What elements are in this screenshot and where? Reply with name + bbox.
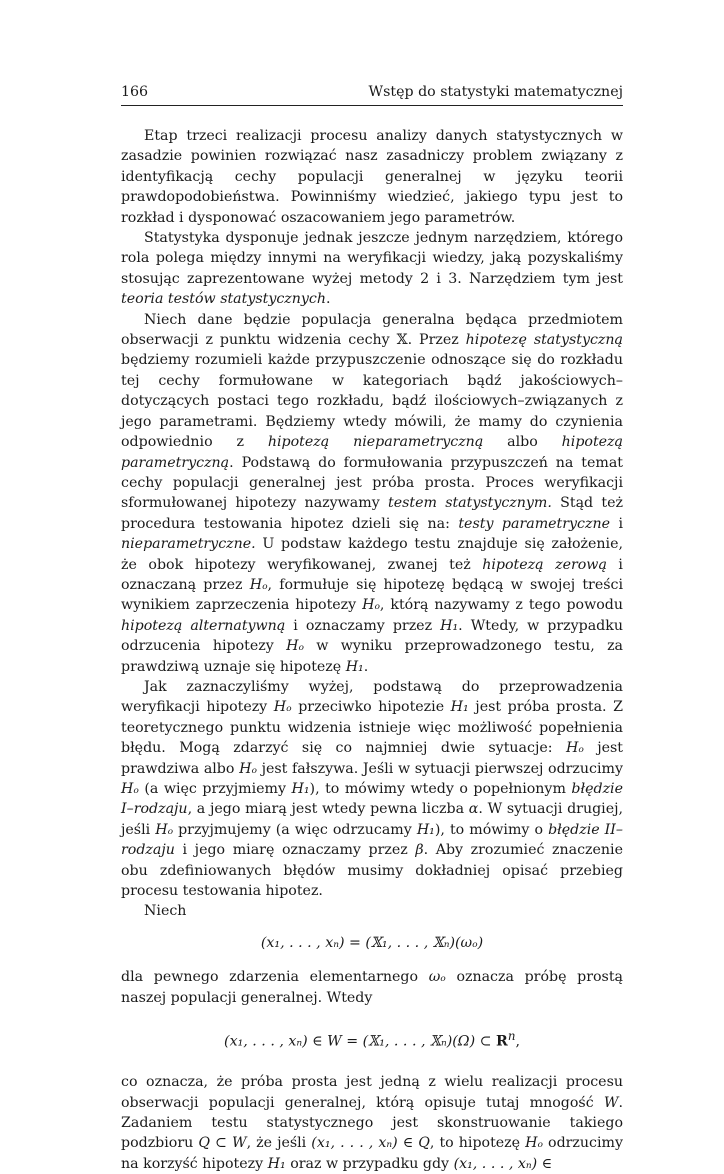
paragraph-4 — [121, 677, 623, 901]
paragraph-6 — [121, 967, 623, 1008]
term-hipoteza-nieparametryczna: hipotezą nieparametryczną — [267, 434, 484, 451]
text-run: , formułuje się hipotezę będącą w swojej treści wynikiem zaprzeczenia hipotezy — [121, 576, 623, 614]
term-testy-parametryczne: testy parametryczne — [458, 515, 610, 532]
symbol-h0: Hₒ — [249, 576, 268, 593]
paragraph-3 — [121, 310, 623, 677]
text-run: , — [515, 1033, 520, 1050]
text-run: odrzucimy na korzyść hipotezy — [121, 1135, 623, 1172]
symbol-h1: H₁ — [291, 781, 310, 797]
term-hipoteza-zerowa: hipotezą zerową — [482, 556, 607, 573]
text-run: . — [363, 658, 369, 675]
term-blad-ii-rodzaju: błędzie II–rodzaju — [121, 821, 623, 859]
symbol-h1: H₁ — [440, 617, 459, 634]
text-run: i oznaczamy przez — [285, 617, 441, 634]
text-run: będziemy rozumieli każde przypuszczenie odnoszące się do rozkładu tej cechy formułowane w kategoriach bądź jakościowych–dotyczących postaci tego rozkładu, bądź ilościowych–związanych z jego parametrami. Będziemy wtedy mówili, że mamy do czynienia odpowiednio z — [121, 352, 623, 451]
text-run: i oznaczaną przez — [121, 556, 623, 593]
text-run: , że jeśli — [246, 1135, 312, 1152]
term-test-statystyczny: testem statystycznym. — [388, 495, 552, 512]
symbol-x-in: (x₁, . . . , xₙ) ∈ — [453, 1155, 553, 1172]
symbol-alpha: α — [468, 801, 479, 818]
text-run: . — [326, 291, 331, 308]
text-run: . Aby zrozumieć znaczenie obu zdefiniowanych błędów musimy dokładniej opisać przebieg procesu testowania hipotez. — [121, 842, 623, 900]
term-hipoteza-parametryczna: hipotezą parametryczną — [121, 434, 623, 471]
symbol-h0: Hₒ — [239, 760, 257, 777]
text-run: Niech dane będzie populacja generalna będąca przedmiotem obserwacji z punktu widzenia cechy 𝕏. Przez — [121, 311, 623, 349]
text-run: , a jego miarą jest wtedy pewna liczba — [187, 801, 469, 818]
symbol-h1: H₁ — [416, 821, 435, 838]
symbol-beta: β — [415, 842, 424, 859]
term-hipoteza-alternatywna: hipotezą alternatywną — [121, 617, 286, 634]
text-run: (a więc przyjmiemy — [138, 781, 292, 797]
text-run: . W sytuacji drugiej, jeśli — [121, 801, 623, 838]
symbol-h1: H₁ — [450, 699, 469, 716]
text-run: ), to mówimy o — [434, 821, 549, 838]
equation-sample-text: (x₁, . . . , xₙ) = (𝕏₁, . . . , 𝕏ₙ)(ωₒ) — [260, 934, 484, 951]
text-run: oraz w przypadku gdy — [285, 1155, 454, 1172]
symbol-h0: Hₒ — [273, 699, 292, 716]
text-run: oznacza próbę prostą naszej populacji generalnej. Wtedy — [121, 969, 623, 1006]
paragraph-2 — [121, 228, 623, 310]
text-run: Stąd też procedura testowania hipotez dzieli się na: — [121, 495, 623, 532]
text-run: . Wtedy, w przypadku odrzucenia hipotezy — [121, 617, 623, 655]
text-run: i jego miarę oznaczamy przez — [174, 842, 416, 859]
text-run: i — [610, 515, 623, 532]
paragraph-7 — [121, 1072, 623, 1174]
symbol-exponent-n: n — [507, 1029, 516, 1044]
term-blad-i-rodzaju: błędzie I–rodzaju — [121, 781, 623, 818]
text-run: albo — [483, 434, 562, 451]
term-hipoteza-statystyczna: hipotezę statystyczną — [465, 332, 623, 349]
text-run: , to hipotezę — [429, 1135, 526, 1152]
text-run: ), to mówimy wtedy o popełnionym — [309, 781, 572, 797]
term-nieparametryczne: nieparametryczne. — [121, 536, 256, 553]
symbol-h1: H₁ — [345, 658, 364, 675]
text-run: przyjmujemy (a więc odrzucamy — [173, 821, 417, 838]
text-run: , którą nazywamy z tego powodu — [379, 597, 623, 614]
text-run: Statystyka dysponuje jednak jeszcze jednym narzędziem, którego rola polega między innymi na weryfikacji wiedzy, jaką pozyskaliśmy stosując zaprezentowane wyżej metody 2 i 3. Narzędziem tym jest — [121, 230, 623, 287]
symbol-h0: Hₒ — [362, 597, 380, 614]
symbol-x-in-q: (x₁, . . . , xₙ) ∈ Q — [311, 1135, 430, 1152]
text-run: jest fałszywa. Jeśli w sytuacji pierwszej odrzucimy — [256, 760, 623, 777]
symbol-w: W — [603, 1094, 619, 1111]
page-number: 166 — [121, 84, 149, 100]
text-run: w wyniku przeprowadzonego testu, za prawdziwą uznaje się hipotezę — [121, 638, 624, 675]
symbol-omega: ωₒ — [428, 969, 446, 986]
symbol-h0: Hₒ — [565, 740, 584, 757]
symbol-q-subset-w: Q ⊂ W — [198, 1135, 247, 1152]
text-run: dla pewnego zdarzenia elementarnego — [121, 969, 429, 986]
running-header — [121, 84, 623, 106]
symbol-h1: H₁ — [267, 1155, 286, 1172]
running-title: Wstęp do statystyki matematycznej — [368, 84, 623, 100]
term-teoria-testow: teoria testów statystycznych — [121, 291, 327, 308]
text-run: co oznacza, że próba prosta jest jedną z wielu realizacji procesu obserwacji populacji generalnej, którą opisuje tutaj mnogość — [121, 1074, 623, 1111]
paragraph-5: Niech — [144, 903, 187, 920]
text-run: . Podstawą do formułowania przypuszczeń na temat cechy populacji generalnej jest próba prosta. Proces weryfikacji sformułowanej hipotezy nazywamy — [121, 454, 623, 512]
text-run: . Zadaniem testu statystycznego jest skonstruowanie takiego podzbioru — [121, 1094, 623, 1152]
symbol-h0: Hₒ — [121, 781, 139, 797]
text-run: Jak zaznaczyliśmy wyżej, podstawą do przeprowadzenia weryfikacji hipotezy — [121, 678, 623, 716]
equation-sample-space — [121, 1026, 623, 1052]
symbol-h0: Hₒ — [155, 821, 174, 838]
text-run: przeciwko hipotezie — [291, 699, 451, 716]
text-run: U podstaw każdego testu znajduje się założenie, że obok hipotezy weryfikowanej, zwanej też — [121, 536, 623, 573]
page — [121, 84, 623, 1174]
body-text — [121, 126, 623, 1174]
equation-sample-space-text: (x₁, . . . , xₙ) ∈ W = (𝕏₁, . . . , 𝕏ₙ)(Ω) ⊂ — [224, 1033, 497, 1050]
symbol-real-space: R — [496, 1033, 508, 1050]
text-run: jest prawdziwa albo — [121, 740, 623, 777]
equation-sample — [121, 933, 623, 953]
symbol-h0: Hₒ — [525, 1135, 543, 1152]
symbol-h0: Hₒ — [286, 638, 304, 655]
text-run: jest próba prosta. Z teoretycznego punktu widzenia istnieje więc możliwość popełnienia błędu. Mogą zdarzyć się co najmniej dwie sytuacje: — [121, 699, 623, 757]
paragraph-1: Etap trzeci realizacji procesu analizy danych statystycznych w zasadzie powinien rozwiązać nasz zasadniczy problem związany z identyfikacją cechy populacji generalnej w języku teorii prawdopodobieństwa. Powinniśmy wiedzieć, jakiego typu jest to rozkład i dysponować oszacowaniem jego parametrów. — [121, 128, 623, 226]
